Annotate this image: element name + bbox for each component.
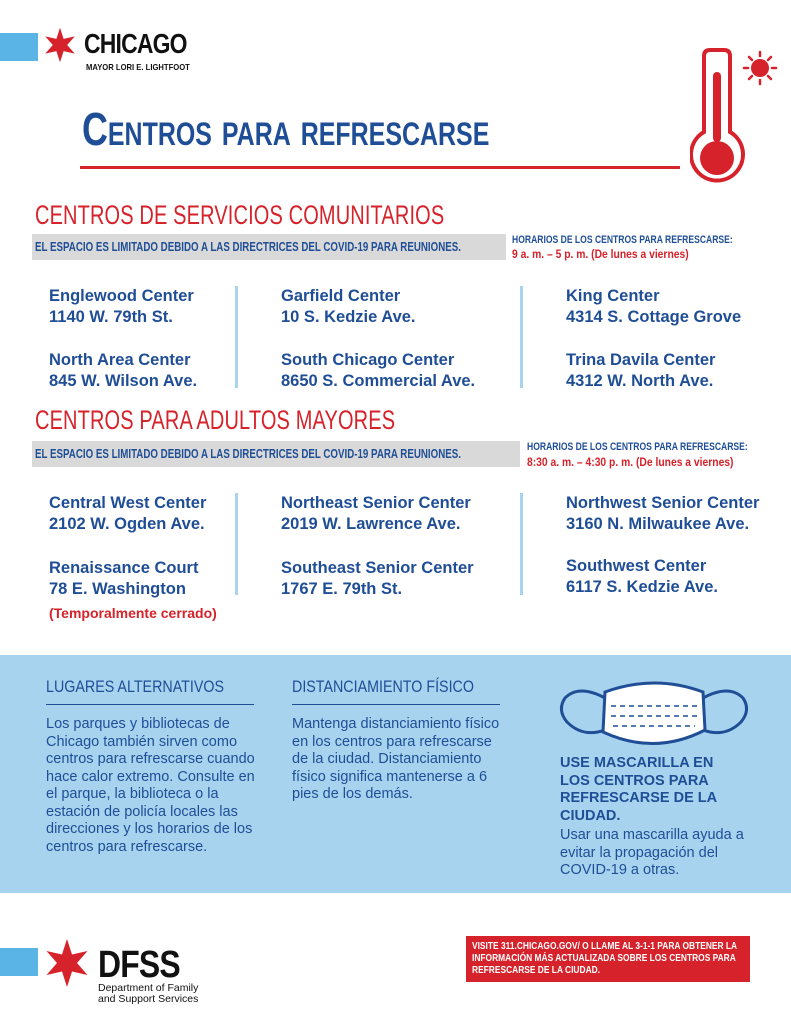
center-englewood <box>49 286 194 328</box>
center-address: 1767 E. 79th St. <box>281 580 403 598</box>
center-address: 4314 S. Cottage Grove <box>566 308 742 326</box>
seniors-heading: CENTROS PARA ADULTOS MAYORES <box>35 405 396 435</box>
center-address: 78 E. Washington <box>49 580 186 598</box>
city-name: CHICAGO <box>84 28 187 59</box>
face-mask-icon <box>555 676 755 752</box>
center-central-west <box>49 493 206 535</box>
center-name: Englewood Center <box>49 287 194 305</box>
center-address: 1140 W. 79th St. <box>49 308 173 326</box>
dfss-full-name <box>98 983 198 1005</box>
center-trina-davila <box>566 350 715 392</box>
footer-accent-bar <box>0 948 38 976</box>
chicago-star-icon <box>42 27 78 63</box>
center-name: Southeast Senior Center <box>281 559 474 577</box>
center-southeast-senior <box>281 558 474 600</box>
header-accent-bar <box>0 33 38 61</box>
distancing-body: Mantenga distanciamiento físico en los centros para refrescarse de la ciudad. Distanciamiento físico significa mantenerse a 6 pies de los demás. <box>292 716 500 802</box>
dfss-name-line-2: and Support Services <box>98 993 199 1005</box>
column-divider <box>235 286 238 388</box>
center-name: Trina Davila Center <box>566 351 716 369</box>
community-heading: CENTROS DE SERVICIOS COMUNITARIOS <box>35 200 445 230</box>
center-name: Northwest Senior Center <box>566 494 760 512</box>
page-title: Centros para refrescarse <box>82 103 490 155</box>
column-divider <box>520 286 523 388</box>
community-notice: EL ESPACIO ES LIMITADO DEBIDO A LAS DIRECTRICES DEL COVID-19 PARA REUNIONES. <box>35 240 461 254</box>
center-northeast-senior <box>281 493 471 535</box>
center-name: Renaissance Court <box>49 559 199 577</box>
center-name: South Chicago Center <box>281 351 455 369</box>
center-name: Central West Center <box>49 494 207 512</box>
center-address: 3160 N. Milwaukee Ave. <box>566 515 750 533</box>
seniors-hours-label: HORARIOS DE LOS CENTROS PARA REFRESCARSE: <box>527 441 748 453</box>
community-hours-value: 9 a. m. – 5 p. m. (De lunes a viernes) <box>512 247 689 261</box>
title-underline <box>80 166 680 169</box>
center-address: 2102 W. Ogden Ave. <box>49 515 205 533</box>
seniors-hours-value: 8:30 a. m. – 4:30 p. m. (De lunes a viernes) <box>527 455 734 469</box>
center-address: 10 S. Kedzie Ave. <box>281 308 416 326</box>
center-south-chicago <box>281 350 475 392</box>
center-name: Northeast Senior Center <box>281 494 471 512</box>
mask-heading: USE MASCARILLA EN LOS CENTROS PARA REFRESCARSE DE LA CIUDAD. <box>560 755 717 824</box>
center-northwest-senior <box>566 493 759 535</box>
column-divider <box>235 493 238 595</box>
dfss-logo-text: DFSS <box>98 944 180 986</box>
dfss-name-line-1: Department of Family <box>98 982 199 994</box>
mask-body: Usar una mascarilla ayuda a evitar la propagación del COVID-19 a otras. <box>560 827 744 878</box>
center-address: 845 W. Wilson Ave. <box>49 372 198 390</box>
center-southwest <box>566 556 718 598</box>
center-address: 8650 S. Commercial Ave. <box>281 372 476 390</box>
closed-note: (Temporalmente cerrado) <box>49 605 217 621</box>
alt-places-heading: LUGARES ALTERNATIVOS <box>46 677 225 696</box>
chicago-star-icon <box>42 938 92 988</box>
center-name: North Area Center <box>49 351 191 369</box>
center-renaissance-court <box>49 558 198 600</box>
center-garfield <box>281 286 416 328</box>
center-address: 2019 W. Lawrence Ave. <box>281 515 461 533</box>
center-address: 4312 W. North Ave. <box>566 372 714 390</box>
community-hours-label: HORARIOS DE LOS CENTROS PARA REFRESCARSE: <box>512 234 733 246</box>
center-name: Garfield Center <box>281 287 401 305</box>
mayor-line: MAYOR LORI E. LIGHTFOOT <box>86 62 190 72</box>
center-name: Southwest Center <box>566 557 707 575</box>
thermometer-sun-icon <box>690 46 780 186</box>
alt-places-body: Los parques y bibliotecas de Chicago también sirven como centros para refrescarse cuando hace calor extremo. Consulte en el parque, la biblioteca o la estación de policía locales las direcciones y los horarios de los centros para refrescarse. <box>46 716 255 855</box>
center-north-area <box>49 350 197 392</box>
heading-rule <box>292 704 500 705</box>
footer-notice: VISITE 311.CHICAGO.GOV/ O LLAME AL 3-1-1 PARA OBTENER LA INFORMACIÓN MÁS ACTUALIZADA SOBRE LOS CENTROS PARA REFRESCARSE DE LA CIUDAD. <box>472 940 737 976</box>
center-king <box>566 286 741 328</box>
column-divider <box>520 493 523 595</box>
heading-rule <box>46 704 254 705</box>
seniors-notice: EL ESPACIO ES LIMITADO DEBIDO A LAS DIRECTRICES DEL COVID-19 PARA REUNIONES. <box>35 447 461 461</box>
distancing-heading: DISTANCIAMIENTO FÍSICO <box>292 677 474 696</box>
center-address: 6117 S. Kedzie Ave. <box>566 578 718 596</box>
center-name: King Center <box>566 287 660 305</box>
